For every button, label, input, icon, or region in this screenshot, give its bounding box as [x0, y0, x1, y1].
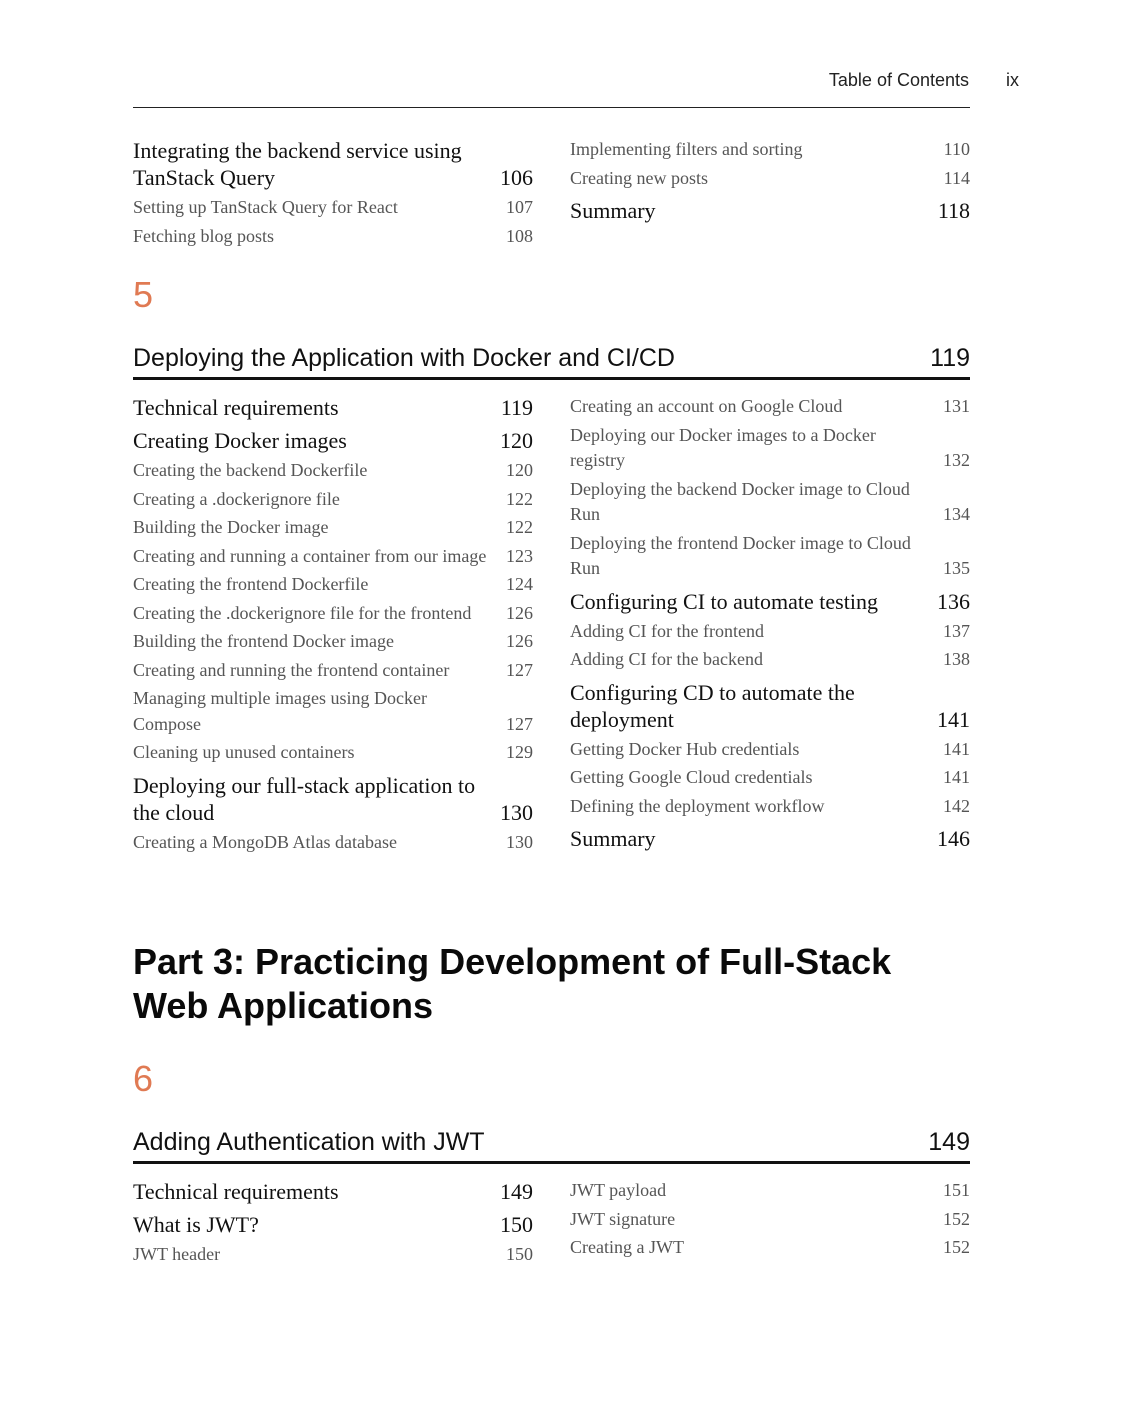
toc-entry[interactable] [133, 427, 533, 454]
toc-entry-page: 114 [943, 167, 970, 188]
toc-entry[interactable] [570, 197, 970, 224]
toc-entry[interactable] [570, 1178, 970, 1204]
toc-entry[interactable] [570, 825, 970, 852]
toc-entry[interactable] [133, 658, 533, 684]
toc-entry-page: 150 [500, 1212, 533, 1237]
toc-entry-page: 120 [500, 428, 533, 453]
toc-entry-title: Creating a JWT [570, 1237, 684, 1257]
toc-entry[interactable] [133, 740, 533, 766]
running-header [0, 70, 1140, 94]
toc-entry-page: 107 [506, 197, 533, 217]
toc-entry-page: 150 [506, 1244, 533, 1264]
toc-entry-page: 151 [943, 1180, 970, 1200]
toc-entry[interactable] [570, 137, 970, 163]
toc-entry-title: Technical requirements [133, 395, 339, 420]
toc-entry-page: 122 [506, 517, 533, 537]
chapter-number: 6 [133, 1058, 154, 1099]
toc-entry-page: 152 [943, 1208, 970, 1229]
toc-entry[interactable] [570, 647, 970, 673]
chapter-5-entries [133, 394, 970, 858]
chapter-6-entries [133, 1178, 970, 1271]
toc-entry-page: 126 [506, 631, 533, 651]
toc-entry[interactable] [133, 515, 533, 541]
toc-entry[interactable] [133, 195, 533, 221]
toc-entry-title: Creating Docker images [133, 428, 347, 453]
toc-entry-page: 141 [943, 767, 970, 787]
toc-entry-title: Summary [570, 198, 656, 223]
toc-entry-title: Creating a .dockerignore file [133, 488, 340, 509]
toc-entry-title: Cleaning up unused containers [133, 742, 355, 762]
toc-column-left [133, 1178, 533, 1271]
toc-entry-page: 124 [506, 574, 533, 594]
toc-entry[interactable] [133, 1178, 533, 1205]
chapter-title-text: Deploying the Application with Docker and CI/CD [133, 344, 675, 372]
toc-entry[interactable] [133, 544, 533, 570]
chapter-title-page: 119 [930, 344, 970, 372]
toc-entry-title: What is JWT? [133, 1212, 259, 1237]
chapter-title-page: 149 [928, 1128, 970, 1156]
toc-entry-page: 130 [506, 831, 533, 852]
toc-entry-title: Setting up TanStack Query for React [133, 197, 398, 217]
toc-entry-title: Getting Docker Hub credentials [570, 738, 800, 759]
toc-entry-title: Configuring CI to automate testing [570, 588, 878, 614]
header-rule [133, 107, 970, 108]
chapter-title[interactable] [133, 1128, 970, 1164]
toc-entry[interactable] [570, 477, 970, 528]
toc-continuation [133, 137, 970, 252]
toc-entry-title: Getting Google Cloud credentials [570, 767, 813, 787]
toc-entry-page: 137 [943, 620, 970, 641]
toc-entry-title: Creating new posts [570, 167, 708, 188]
toc-entry-page: 118 [937, 198, 970, 223]
toc-entry[interactable] [133, 1211, 533, 1238]
toc-column-right [570, 137, 970, 252]
toc-entry-title: Creating an account on Google Cloud [570, 396, 843, 416]
toc-entry-page: 119 [500, 395, 533, 420]
toc-entry-page: 141 [943, 738, 970, 759]
toc-entry-title: Deploying the backend Docker image to Cloud Run [570, 478, 910, 524]
toc-entry[interactable] [570, 166, 970, 192]
toc-entry-title: Creating and running a container from our image [133, 545, 487, 566]
toc-entry[interactable] [133, 394, 533, 421]
toc-entry-title: JWT signature [570, 1208, 676, 1229]
toc-entry[interactable] [133, 487, 533, 513]
toc-entry-page: 110 [943, 139, 970, 159]
toc-entry-page: 122 [506, 488, 533, 509]
toc-entry-page: 142 [943, 795, 970, 816]
toc-entry-page: 126 [506, 602, 533, 623]
toc-column-left [133, 137, 533, 252]
toc-entry[interactable] [133, 629, 533, 655]
toc-entry-page: 152 [943, 1237, 970, 1257]
toc-entry-title: Building the Docker image [133, 517, 329, 537]
toc-entry-title: Deploying the frontend Docker image to Cloud Run [570, 532, 911, 578]
toc-entry-title: Defining the deployment workflow [570, 795, 825, 816]
chapter-title-text: Adding Authentication with JWT [133, 1128, 485, 1156]
toc-entry[interactable] [570, 1235, 970, 1261]
toc-column-right [570, 394, 970, 858]
toc-entry-page: 123 [506, 545, 533, 566]
toc-entry-page: 131 [943, 396, 970, 416]
toc-entry[interactable] [133, 1242, 533, 1268]
toc-entry-title: Deploying our full-stack application to the cloud [133, 772, 476, 825]
toc-entry-page: 135 [943, 558, 970, 578]
toc-entry-title: Managing multiple images using Docker Compose [133, 688, 427, 734]
toc-entry-title: Creating the frontend Dockerfile [133, 574, 369, 594]
toc-entry[interactable] [133, 830, 533, 856]
toc-entry-page: 108 [506, 225, 533, 246]
toc-entry-title: Configuring CD to automate the deployment [570, 679, 855, 732]
toc-entry[interactable] [570, 588, 970, 615]
toc-entry[interactable] [133, 772, 533, 826]
toc-entry-title: Deploying our Docker images to a Docker registry [570, 424, 876, 470]
toc-entry-title: Summary [570, 826, 656, 851]
part-title: Part 3: Practicing Development of Full-Stack Web Applications [133, 941, 892, 1026]
toc-entry-page: 120 [506, 460, 533, 480]
chapter-title[interactable] [133, 344, 970, 380]
toc-entry-page: 129 [506, 742, 533, 762]
toc-entry-page: 127 [506, 713, 533, 734]
toc-entry-page: 136 [937, 588, 970, 614]
toc-entry-page: 127 [506, 659, 533, 680]
toc-entry-title: Creating the backend Dockerfile [133, 460, 368, 480]
toc-entry[interactable] [570, 765, 970, 791]
toc-entry[interactable] [133, 224, 533, 250]
toc-entry-title: Implementing filters and sorting [570, 139, 803, 159]
toc-entry-page: 130 [500, 799, 533, 825]
toc-entry-page: 146 [937, 826, 970, 851]
toc-entry[interactable] [133, 686, 533, 737]
toc-entry-page: 106 [500, 165, 533, 190]
toc-entry[interactable] [133, 572, 533, 598]
toc-entry[interactable] [570, 794, 970, 820]
toc-entry-page: 134 [943, 504, 970, 524]
toc-entry[interactable] [133, 458, 533, 484]
toc-entry-title: Building the frontend Docker image [133, 631, 394, 651]
toc-entry-title: Fetching blog posts [133, 225, 275, 246]
toc-entry-title: Adding CI for the frontend [570, 620, 764, 641]
running-header-title: Table of Contents [828, 70, 969, 90]
toc-entry[interactable] [133, 137, 533, 191]
toc-entry-title: Creating a MongoDB Atlas database [133, 831, 397, 852]
toc-entry-title: Integrating the backend service using TanStack Query [133, 138, 462, 190]
toc-entry-page: 149 [500, 1179, 533, 1204]
toc-entry-page: 132 [943, 450, 970, 470]
toc-entry-title: JWT header [133, 1244, 221, 1264]
toc-entry-page: 138 [943, 649, 970, 669]
chapter-number: 5 [133, 274, 154, 315]
page-number: ix [1006, 70, 1019, 90]
toc-entry-title: Creating the .dockerignore file for the frontend [133, 602, 472, 623]
toc-column-left [133, 394, 533, 858]
toc-entry-title: Creating and running the frontend container [133, 659, 450, 680]
toc-entry[interactable] [570, 737, 970, 763]
toc-entry-page: 141 [937, 706, 970, 732]
toc-entry[interactable] [570, 394, 970, 420]
toc-entry[interactable] [570, 423, 970, 474]
toc-entry-title: Adding CI for the backend [570, 649, 763, 669]
toc-entry-title: Technical requirements [133, 1179, 339, 1204]
toc-entry[interactable] [570, 679, 970, 733]
toc-entry[interactable] [133, 601, 533, 627]
toc-column-right [570, 1178, 970, 1271]
toc-entry[interactable] [570, 531, 970, 582]
toc-entry[interactable] [570, 1207, 970, 1233]
toc-entry[interactable] [570, 619, 970, 645]
toc-entry-title: JWT payload [570, 1180, 667, 1200]
